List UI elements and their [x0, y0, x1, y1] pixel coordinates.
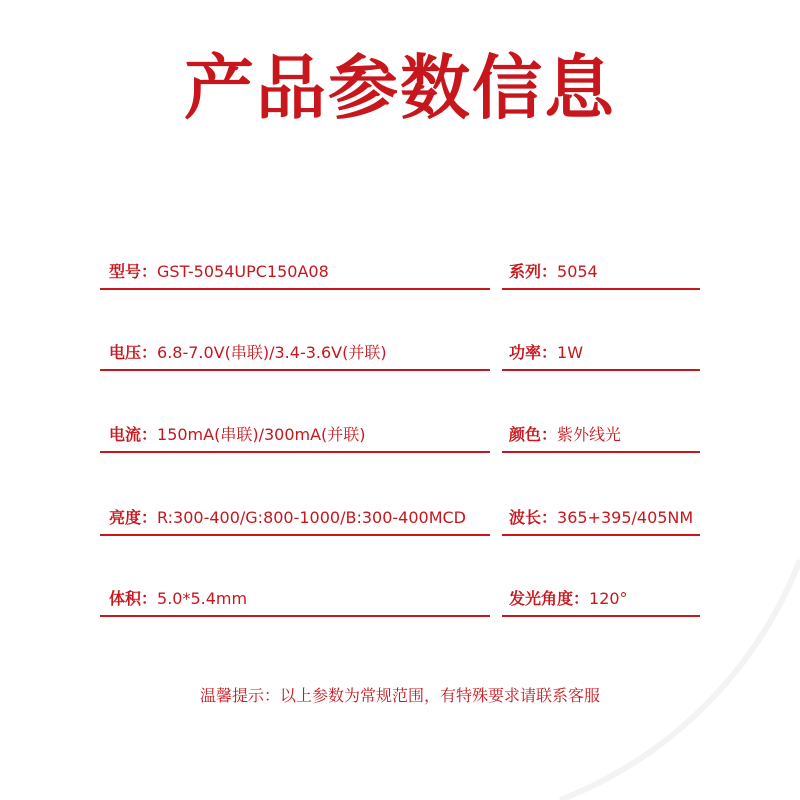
spec-value: 5.0*5.4mm: [157, 589, 248, 608]
spec-value: 6.8-7.0V(串联)/3.4-3.6V(并联): [157, 343, 387, 362]
spec-value: R:300-400/G:800-1000/B:300-400MCD: [157, 508, 466, 527]
spec-beam-angle: [509, 589, 628, 609]
spec-label: 电压：: [109, 343, 158, 362]
spec-label: 功率：: [509, 343, 558, 362]
row-divider: [502, 288, 700, 290]
footer-note: 温馨提示：以上参数为常规范围，有特殊要求请联系客服: [199, 686, 600, 705]
spec-brightness: [109, 508, 466, 528]
spec-row: [100, 413, 700, 453]
spec-label: 波长：: [509, 508, 558, 527]
row-divider: [502, 451, 700, 453]
spec-value: 150mA(串联)/300mA(并联): [157, 425, 366, 444]
spec-current: [109, 425, 366, 445]
spec-label: 亮度：: [109, 508, 158, 527]
page-title: 产品参数信息: [184, 47, 616, 129]
row-divider: [100, 615, 490, 617]
spec-label: 发光角度：: [509, 589, 590, 608]
spec-wavelength: [509, 508, 693, 528]
spec-value: GST-5054UPC150A08: [157, 262, 329, 281]
spec-value: 紫外线光: [557, 425, 622, 444]
spec-value: 1W: [557, 343, 584, 362]
spec-label: 颜色：: [509, 425, 558, 444]
spec-label: 体积：: [109, 589, 158, 608]
row-divider: [100, 369, 490, 371]
spec-power: [509, 343, 583, 363]
spec-size: [109, 589, 247, 609]
row-divider: [100, 534, 490, 536]
row-divider: [502, 369, 700, 371]
spec-label: 系列：: [509, 262, 558, 281]
spec-value: 5054: [557, 262, 598, 281]
spec-value: 365+395/405NM: [557, 508, 694, 527]
spec-row: [100, 250, 700, 290]
row-divider: [100, 451, 490, 453]
spec-model: [109, 262, 329, 282]
row-divider: [502, 534, 700, 536]
spec-color: [509, 425, 621, 445]
spec-row: [100, 331, 700, 371]
row-divider: [502, 615, 700, 617]
spec-row: [100, 577, 700, 617]
spec-series: [509, 262, 598, 282]
spec-label: 型号：: [109, 262, 158, 281]
spec-label: 电流：: [109, 425, 158, 444]
row-divider: [100, 288, 490, 290]
spec-value: 120°: [589, 589, 628, 608]
spec-row: [100, 496, 700, 536]
spec-voltage: [109, 343, 387, 363]
